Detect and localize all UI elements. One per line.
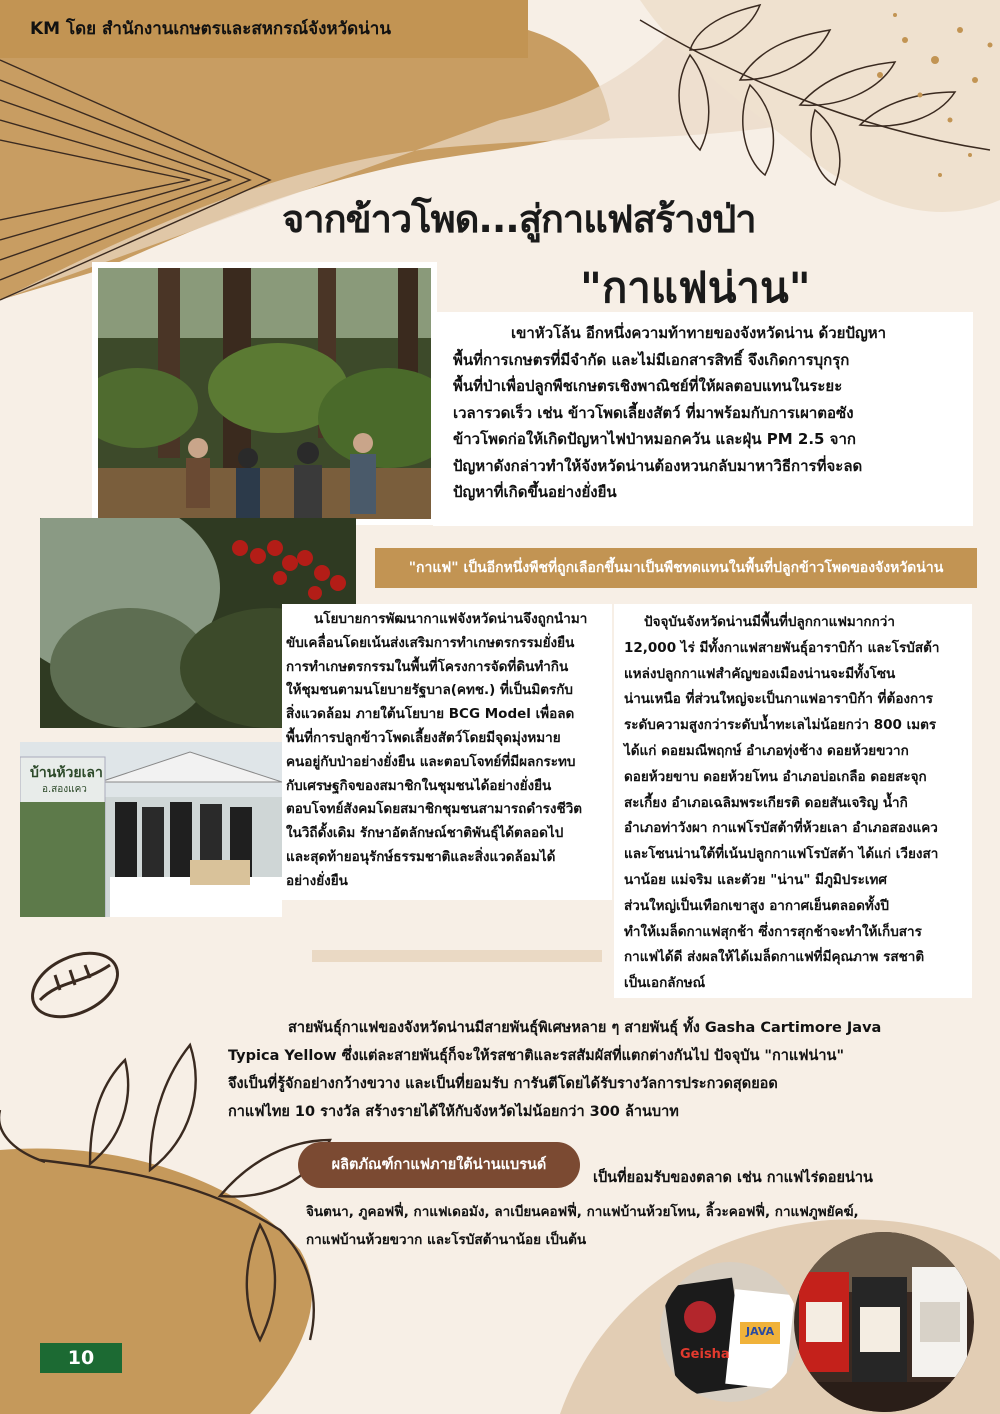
policy-line: และสุดท้ายอนุรักษ์ธรรมชาติและสิ่งแวดล้อมได้ [286,848,556,865]
divider-bar [312,950,602,962]
varieties-line: สายพันธุ์กาแฟของจังหวัดน่านมีสายพันธุ์พิเศษหลาย ๆ สายพันธุ์ ทั้ง Gasha Cartimore Java [288,1020,882,1036]
policy-line: กับเศรษฐกิจของสมาชิกในชุมชนได้อย่างยั่งยืน [286,777,552,794]
intro-line: ปัญหาที่เกิดขึ้นอย่างยั่งยืน [453,483,617,501]
varieties-paragraph [228,1014,968,1126]
forest-photo [92,262,437,525]
intro-line: เวลารวดเร็ว เช่น ข้าวโพดเลี้ยงสัตว์ ที่มาพร้อมกับการเผาตอซัง [453,403,854,422]
booth-sign-subtext: อ.สองแคว [42,784,87,795]
products-pill: ผลิตภัณฑ์กาแฟภายใต้น่านแบรนด์ [298,1142,580,1188]
current-line: อำเภอท่าวังผา กาแฟโรบัสต้าที่ห้วยเลา อำเภอสองแคว [624,820,938,837]
policy-line: สิ่งแวดล้อม ภายใต้นโยบาย BCG Model เพื่อลด [286,706,575,723]
page-number: 10 [40,1343,122,1373]
policy-line: คนอยู่กับป่าอย่างยั่งยืน และตอบโจทย์ที่มีผลกระทบ [286,753,576,770]
intro-line: เขาหัวโล้น อีกหนึ่งความท้าทายของจังหวัดน่าน ด้วยปัญหา [511,324,887,342]
coffee-bean-icon [22,941,127,1030]
intro-line: ปัญหาดังกล่าวทำให้จังหวัดน่านต้องหวนกลับมาหาวิธีการที่จะลด [453,456,863,475]
varieties-line: Typica Yellow ซึ่งแต่ละสายพันธุ์ก็จะให้รสชาติและรสสัมผัสที่แตกต่างกันไป ปัจจุบัน "กาแฟน่าน" [228,1048,845,1064]
products-line-1: เป็นที่ยอมรับของตลาด เช่น กาแฟไร่ดอยน่าน [593,1170,873,1186]
title-line-1: จากข้าวโพด...สู่กาแฟสร้างป่า [282,197,756,241]
current-line: ทำให้เมล็ดกาแฟสุกช้า ซึ่งการสุกช้าจะทำให้เก็บสาร [624,923,922,940]
varieties-line: จึงเป็นที่รู้จักอย่างกว้างขวาง และเป็นที่ยอมรับ การันตีโดยได้รับรางวัลการประกวดสุดยอด [228,1076,778,1092]
current-line: 12,000 ไร่ มีทั้งกาแฟสายพันธุ์อาราบิก้า และโรบัสต้า [624,639,940,656]
booth-photo [20,742,282,917]
current-line: นาน้อย แม่จริม และตัวย "น่าน" มีภูมิประเทศ [624,871,887,888]
current-line: เป็นเอกลักษณ์ [624,975,706,992]
policy-line: อย่างยั่งยืน [286,872,348,889]
policy-line: นโยบายการพัฒนากาแฟจังหวัดน่านจึงถูกนำมา [314,611,588,627]
policy-textbox [282,604,612,900]
current-line: และโซนน่านใต้ที่เน้นปลูกกาแฟโรบัสต้า ได้แก่ เวียงสา [624,846,939,863]
product-photo-right [794,1232,974,1412]
policy-line: ในวิถีดั้งเดิม รักษาอัตลักษณ์ชาติพันธุ์ได้ตลอดไป [286,825,564,842]
booth-sign-text: บ้านห้วยเลา [30,765,103,781]
intro-textbox [433,312,973,526]
current-line: ได้แก่ ดอยมณีพฤกษ์ อำเภอทุ่งช้าง ดอยห้วยขวาก [624,742,909,759]
intro-line: ข้าวโพดก่อให้เกิดปัญหาไฟป่าหมอกควัน และฝุ่น PM 2.5 จาก [453,430,856,448]
coffee-replacement-banner: "กาแฟ" เป็นอีกหนึ่งพืชที่ถูกเลือกขึ้นมาเป็นพืชทดแทนในพื้นที่ปลูกข้าวโพดของจังหวัดน่าน [375,548,977,588]
current-line: ปัจจุบันจังหวัดน่านมีพื้นที่ปลูกกาแฟมากกว่า [644,614,895,630]
current-textbox [614,604,972,998]
policy-line: พื้นที่การปลูกข้าวโพดเลี้ยงสัตว์โดยมีจุดมุ่งหมาย [286,729,561,746]
current-line: ดอยห้วยขาบ ดอยห้วยโทน อำเภอบ่อเกลือ ดอยสะจุก [624,768,927,785]
pack-label-java: JAVA [746,1325,775,1338]
product-photo-left [660,1262,800,1402]
policy-line: การทำเกษตรกรรมในพื้นที่โครงการจัดที่ดินทำกิน [286,658,569,675]
current-line: ระดับความสูงกว่าระดับน้ำทะเลไม่น้อยกว่า 800 เมตร [624,717,937,734]
varieties-line: กาแฟไทย 10 รางวัล สร้างรายได้ให้กับจังหวัดไม่น้อยกว่า 300 ล้านบาท [228,1104,679,1120]
current-line: น่านเหนือ ที่ส่วนใหญ่จะเป็นกาแฟอาราบิก้า ที่ต้องการ [624,691,934,708]
current-line: แหล่งปลูกกาแฟสำคัญของเมืองน่านจะมีทั้งโซน [624,665,896,682]
intro-line: พื้นที่การเกษตรที่มีจำกัด และไม่มีเอกสารสิทธิ์ จึงเกิดการบุกรุก [453,350,850,369]
current-line: สะเกี้ยง อำเภอเฉลิมพระเกียรติ ดอยสันเจริญ น้ำกิ [624,794,908,811]
intro-line: พื้นที่ป่าเพื่อปลูกพืชเกษตรเชิงพาณิชย์ที่ให้ผลตอบแทนในระยะ [453,377,843,395]
tan-blob-bottom [0,1148,312,1414]
current-line: กาแฟได้ดี ส่งผลให้ได้เมล็ดกาแฟที่มีคุณภาพ รสชาติ [624,949,925,966]
header-bar: KM โดย สำนักงานเกษตรและสหกรณ์จังหวัดน่าน [0,0,528,58]
products-line-3: กาแฟบ้านห้วยขวาก และโรบัสต้านาน้อย เป็นต้น [306,1232,587,1248]
policy-line: ให้ชุมชนตามนโยบายรัฐบาล(คทช.) ที่เป็นมิตรกับ [286,682,573,699]
products-line-2: จินตนา, ภูคอฟฟี่, กาแฟเดอมัง, ลาเบียนคอฟฟี่, กาแฟบ้านห้วยโทน, ลิ้วะคอฟฟี่, กาแฟภูพยัคฆ์, [306,1204,859,1220]
policy-line: ตอบโจทย์สังคมโดยสมาชิกชุมชนสามารถดำรงชีวิต [286,801,583,818]
current-line: ส่วนใหญ่เป็นเทือกเขาสูง อากาศเย็นตลอดทั้งปี [624,897,889,914]
policy-line: ขับเคลื่อนโดยเน้นส่งเสริมการทำเกษตรกรรมยั่งยืน [286,634,575,651]
title-line-2: "กาแฟน่าน" [580,263,811,312]
pack-label-geisha: Geisha [680,1347,730,1362]
